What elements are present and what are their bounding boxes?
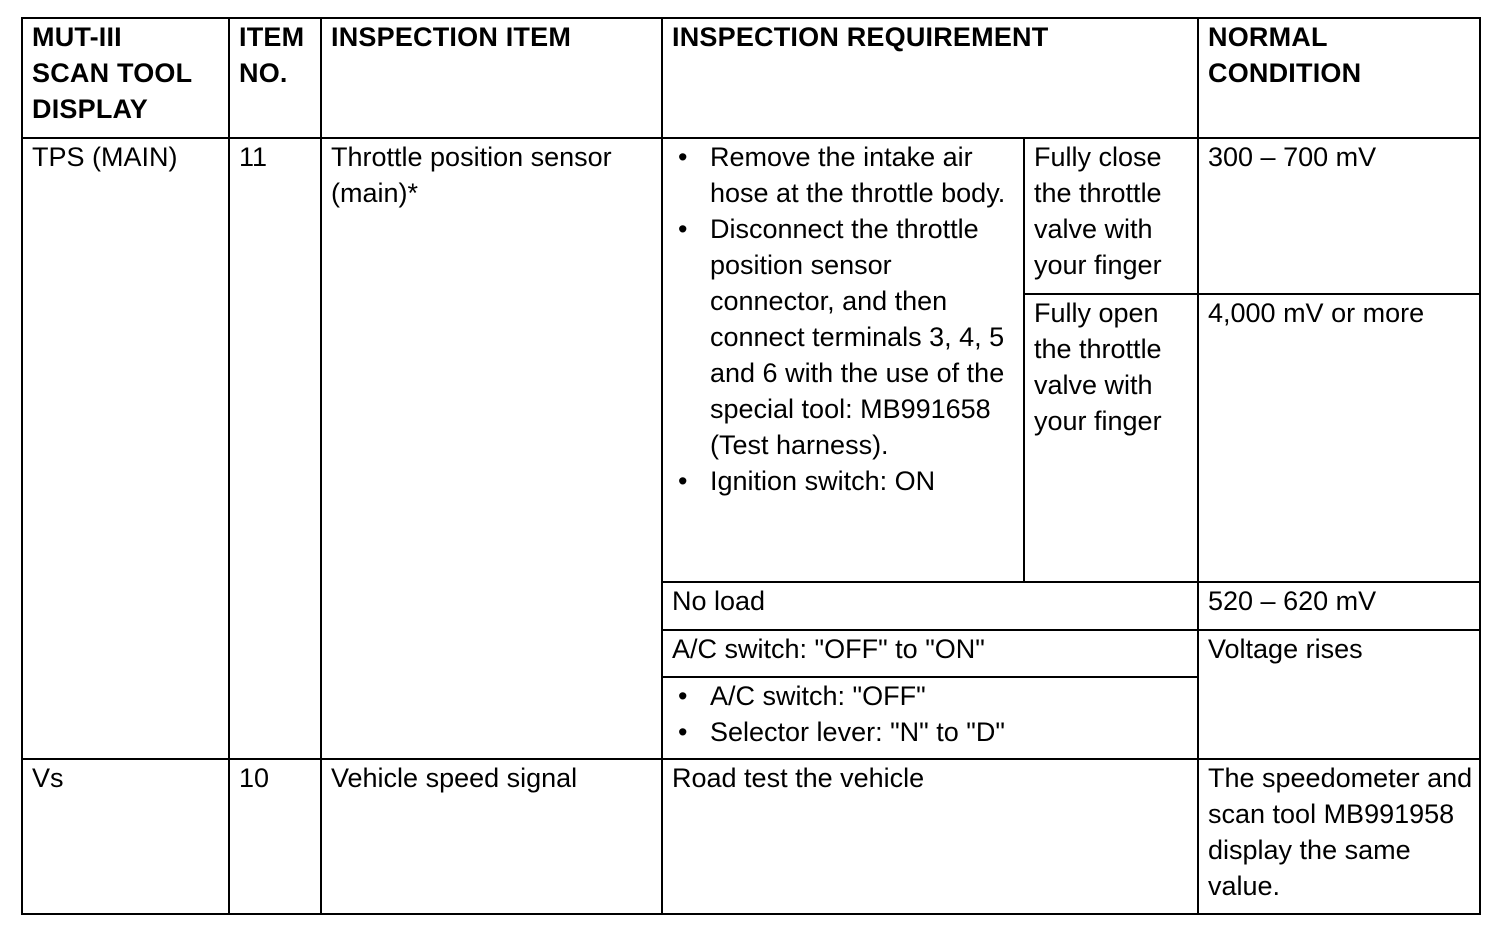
header-display xyxy=(22,18,229,138)
req-no-load: No load xyxy=(662,582,1198,630)
header-display-line: MUT-III xyxy=(32,22,122,52)
cond-voltage-rises: Voltage rises xyxy=(1198,630,1480,759)
header-display-line: SCAN TOOL xyxy=(32,58,193,88)
tps-item-no: 11 xyxy=(229,138,321,759)
tps-inspection-item xyxy=(321,138,662,759)
tps-row xyxy=(22,138,1480,294)
header-item-no-line: ITEM xyxy=(239,22,305,52)
inspection-table xyxy=(21,17,1481,915)
header-display-line: DISPLAY xyxy=(32,94,148,124)
tps-item-line: (main)* xyxy=(331,178,419,208)
header-item-no-line: NO. xyxy=(239,58,288,88)
header-condition-line: NORMAL xyxy=(1208,22,1328,52)
header-requirement: INSPECTION REQUIREMENT xyxy=(662,18,1198,138)
vs-condition: The speedometer and scan tool MB991958 display the same value. xyxy=(1198,759,1480,914)
sub-fully-close: Fully close the throttle valve with your finger xyxy=(1024,138,1198,294)
requirement-bullet: • Ignition switch: ON xyxy=(710,463,1015,499)
tps-display: TPS (MAIN) xyxy=(22,138,229,759)
header-item-no xyxy=(229,18,321,138)
tps-requirement-list xyxy=(662,138,1024,582)
selector-bullet: • A/C switch: "OFF" xyxy=(710,678,1191,714)
header-condition-line: CONDITION xyxy=(1208,58,1362,88)
tps-requirement-bullets xyxy=(672,139,1015,499)
vs-row xyxy=(22,759,1480,914)
cond-no-load: 520 – 620 mV xyxy=(1198,582,1480,630)
tps-item-line: Throttle position sensor xyxy=(331,142,612,172)
vs-item-no: 10 xyxy=(229,759,321,914)
requirement-bullet: • Disconnect the throttle position sensor connector, and then connect terminals 3, 4, 5 and 6 with the use of the special tool: MB991658 (Test harness). xyxy=(710,211,1015,463)
header-inspection-item: INSPECTION ITEM xyxy=(321,18,662,138)
header-condition xyxy=(1198,18,1480,138)
vs-inspection-item: Vehicle speed signal xyxy=(321,759,662,914)
vs-display: Vs xyxy=(22,759,229,914)
sub-fully-open: Fully open the throttle valve with your finger xyxy=(1024,294,1198,582)
vs-requirement: Road test the vehicle xyxy=(662,759,1198,914)
req-selector xyxy=(662,677,1198,759)
selector-bullet: • Selector lever: "N" to "D" xyxy=(710,714,1191,750)
header-row xyxy=(22,18,1480,138)
cond-fully-close: 300 – 700 mV xyxy=(1198,138,1480,294)
selector-bullets xyxy=(672,678,1191,750)
req-ac-switch: A/C switch: "OFF" to "ON" xyxy=(662,630,1198,677)
cond-fully-open: 4,000 mV or more xyxy=(1198,294,1480,582)
requirement-bullet: • Remove the intake air hose at the throttle body. xyxy=(710,139,1015,211)
